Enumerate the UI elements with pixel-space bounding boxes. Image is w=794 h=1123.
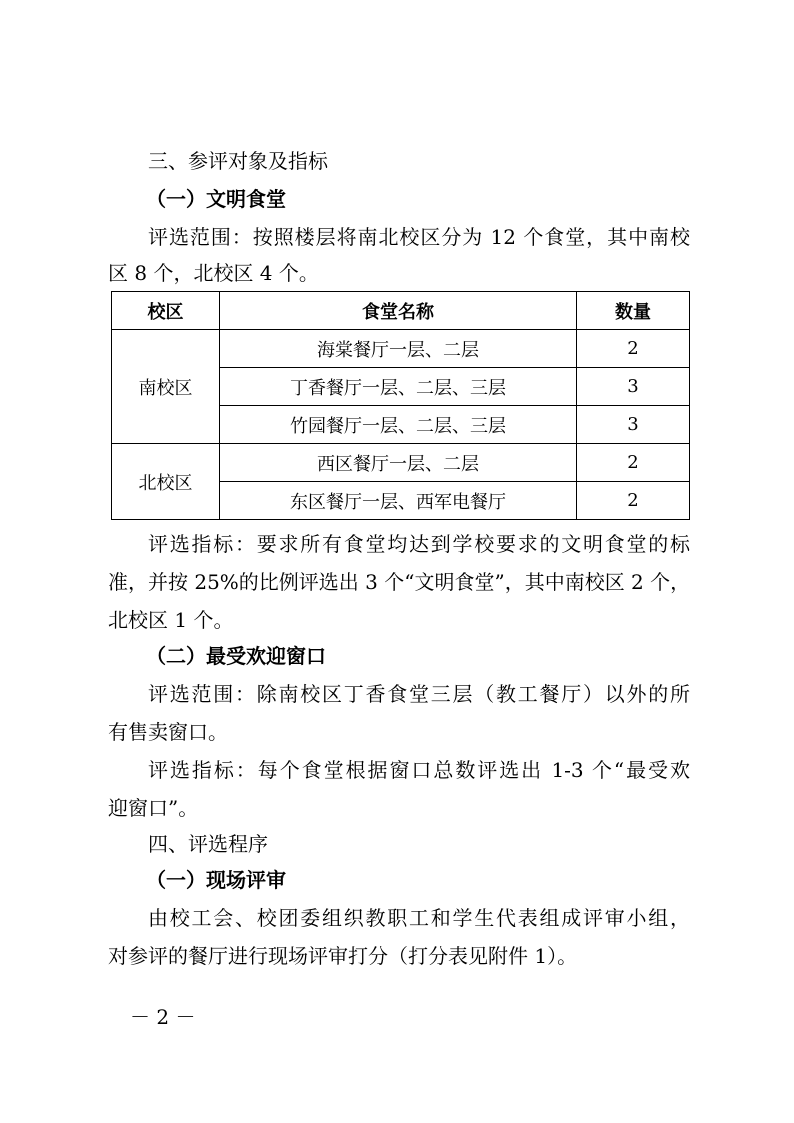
criteria-paragraph-line-1: 评选指标：要求所有食堂均达到学校要求的文明食堂的标	[148, 532, 690, 556]
window-scope-line-1: 评选范围：除南校区丁香食堂三层（教工餐厅）以外的所	[148, 682, 690, 706]
count-cell: 2	[577, 444, 690, 482]
header-count: 数量	[577, 292, 690, 330]
subsection-popular-window-heading: （二）最受欢迎窗口	[146, 644, 326, 668]
scope-paragraph-line-2: 区 8 个，北校区 4 个。	[108, 261, 319, 285]
header-canteen-name: 食堂名称	[220, 292, 577, 330]
table-row	[112, 444, 690, 482]
window-scope-line-2: 有售卖窗口。	[108, 720, 228, 744]
criteria-paragraph-line-2: 准，并按 25%的比例评选出 3 个“文明食堂”，其中南校区 2 个，	[108, 570, 691, 594]
count-cell: 2	[577, 330, 690, 368]
canteen-name-cell: 东区餐厅一层、西军电餐厅	[220, 482, 577, 520]
page-number: － 2 －	[130, 1005, 196, 1029]
section-4-heading: 四、评选程序	[148, 832, 268, 856]
count-cell: 2	[577, 482, 690, 520]
subsection-civilized-canteen-heading: （一）文明食堂	[146, 187, 286, 211]
window-criteria-line-1: 评选指标：每个食堂根据窗口总数评选出 1-3 个“最受欢	[148, 758, 690, 782]
count-cell: 3	[577, 406, 690, 444]
canteen-name-cell: 西区餐厅一层、二层	[220, 444, 577, 482]
onsite-review-line-2: 对参评的餐厅进行现场评审打分（打分表见附件 1）。	[108, 944, 578, 968]
section-3-heading: 三、参评对象及指标	[148, 149, 328, 173]
canteen-name-cell: 海棠餐厅一层、二层	[220, 330, 577, 368]
window-criteria-line-2: 迎窗口”。	[108, 796, 199, 820]
canteen-name-cell: 竹园餐厅一层、二层、三层	[220, 406, 577, 444]
count-cell: 3	[577, 368, 690, 406]
campus-cell-south: 南校区	[112, 330, 220, 444]
subsection-onsite-review-heading: （一）现场评审	[146, 868, 286, 892]
scope-paragraph-line-1: 评选范围：按照楼层将南北校区分为 12 个食堂，其中南校	[148, 225, 690, 249]
table-header-row	[112, 292, 690, 330]
canteen-name-cell: 丁香餐厅一层、二层、三层	[220, 368, 577, 406]
onsite-review-line-1: 由校工会、校团委组织教职工和学生代表组成评审小组，	[148, 906, 690, 930]
canteen-table	[111, 291, 690, 520]
table-row	[112, 330, 690, 368]
criteria-paragraph-line-3: 北校区 1 个。	[108, 608, 234, 632]
campus-cell-north: 北校区	[112, 444, 220, 520]
header-campus: 校区	[112, 292, 220, 330]
